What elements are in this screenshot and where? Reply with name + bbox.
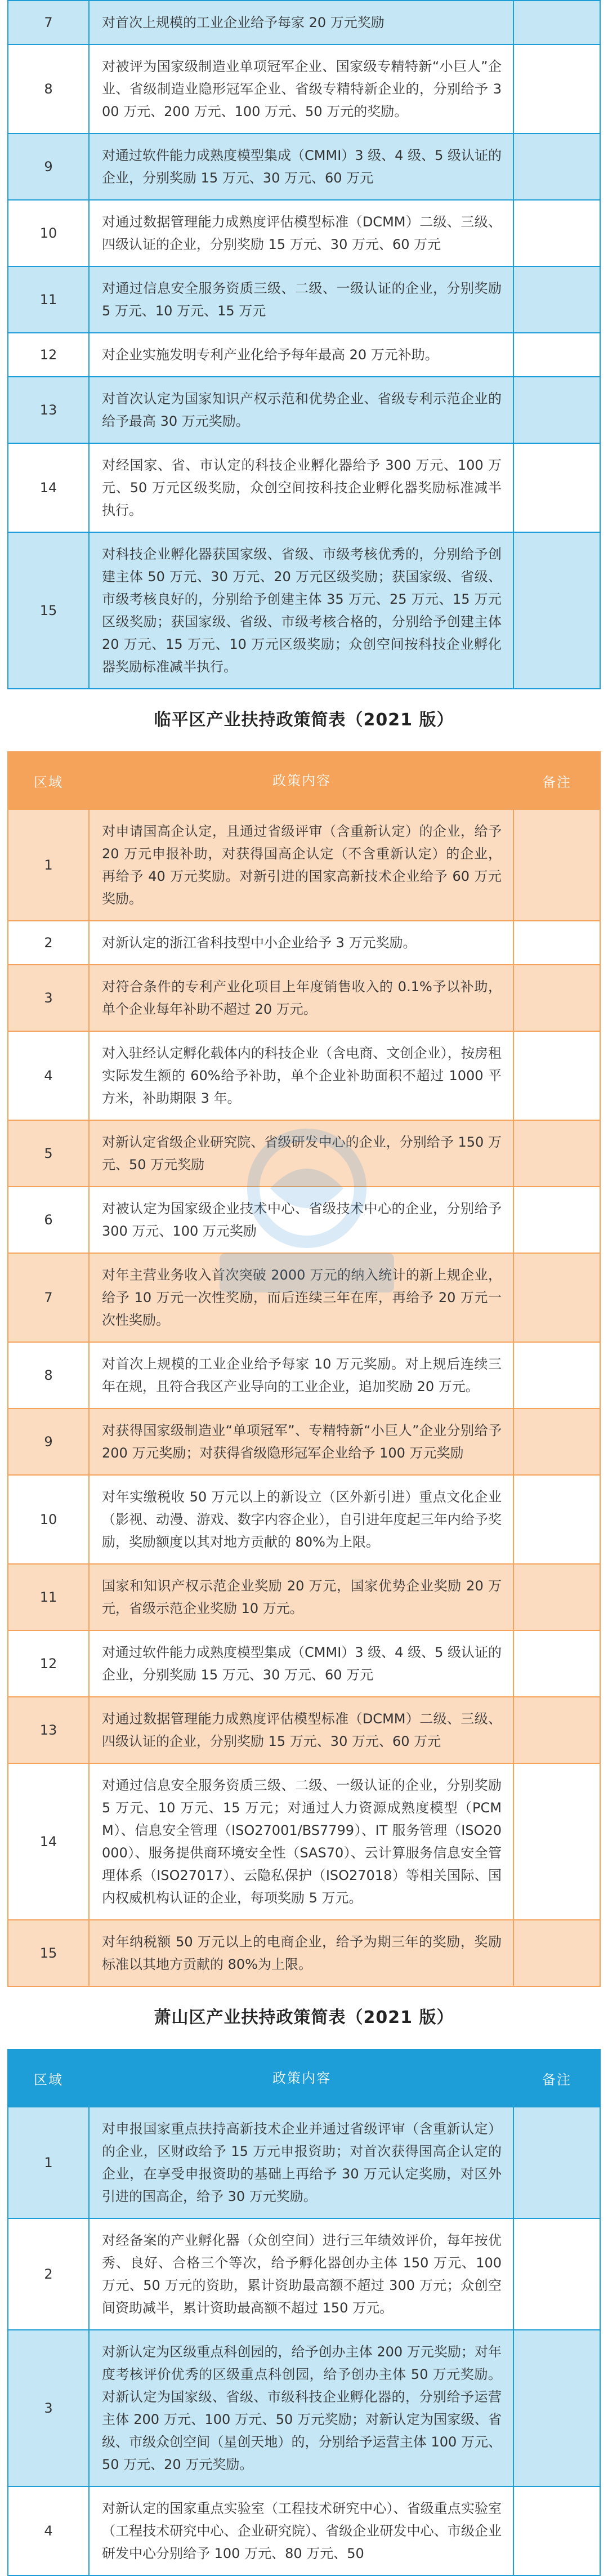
table-row [8, 200, 600, 266]
policy-text: 对新认定省级企业研究院、省级研发中心的企业，分别给予 150 万元、50 万元奖励 [89, 1120, 513, 1187]
header-note: 备注 [513, 752, 600, 809]
policy-text: 对通过软件能力成熟度模型集成（CMMI）3 级、4 级、5 级认证的企业，分别奖励 15 万元、30 万元、60 万元 [89, 133, 513, 200]
row-number: 1 [8, 2107, 89, 2218]
table-row [8, 1, 600, 44]
policy-text: 对新认定的国家重点实验室（工程技术研究中心）、省级重点实验室（工程技术研究中心、企业研究院）、省级企业研发中心、市级企业研发中心分别给予 100 万元、80 万元、50 [89, 2486, 513, 2575]
policy-text: 对科技企业孵化器获国家级、省级、市级考核优秀的，分别给予创建主体 50 万元、30 万元、20 万元区级奖励；获国家级、省级、市级考核良好的，分别给予创建主体 35 万元、25 万元、15 万元区级奖励；获国家级、省级、市级考核合格的，分别给予创建主体 20 万元、15 万元、10 万元区级奖励；众创空间按科技企业孵化器奖励标准减半执行。 [89, 532, 513, 689]
policy-table-2 [7, 751, 601, 1987]
policy-text: 对年实缴税收 50 万元以上的新设立（区外新引进）重点文化企业（影视、动漫、游戏、数字内容企业），自引进年度起三年内给予奖励，奖励额度以其对地方贡献的 80%为上限。 [89, 1475, 513, 1564]
row-number: 9 [8, 133, 89, 200]
table-header-row [8, 752, 600, 809]
policy-text: 对年主营业务收入首次突破 2000 万元的纳入统计的新上规企业，给予 10 万元一次性奖励，而后连续三年在库，再给予 20 万元一次性奖励。 [89, 1253, 513, 1342]
table-row [8, 266, 600, 333]
note-cell [513, 1120, 600, 1187]
policy-text: 对通过软件能力成熟度模型集成（CMMI）3 级、4 级、5 级认证的企业，分别奖励 15 万元、30 万元、60 万元 [89, 1630, 513, 1697]
row-number: 5 [8, 1120, 89, 1187]
table-row [8, 443, 600, 532]
table-row [8, 1920, 600, 1986]
policy-text: 对企业实施发明专利产业化给予每年最高 20 万元补助。 [89, 333, 513, 377]
note-cell [513, 333, 600, 377]
table-row [8, 333, 600, 377]
policy-text: 对新认定为区级重点科创园的，给予创办主体 200 万元奖励；对年度考核评价优秀的区级重点科创园，给予创办主体 50 万元奖励。对新认定为国家级、省级、市级科技企业孵化器的，分别给予运营主体 200 万元、100 万元、50 万元奖励；对新认定为国家级、省级、市级众创空间（星创天地）的，分别给予运营主体 100 万元、50 万元、20 万元奖励。 [89, 2330, 513, 2486]
note-cell [513, 2107, 600, 2218]
table-row [8, 1187, 600, 1253]
table-row [8, 1409, 600, 1475]
table-row [8, 1630, 600, 1697]
note-cell [513, 1763, 600, 1920]
note-cell [513, 2486, 600, 2575]
row-number: 13 [8, 1697, 89, 1763]
policy-text: 对符合条件的专利产业化项目上年度销售收入的 0.1%予以补助，单个企业每年补助不超过 20 万元。 [89, 965, 513, 1031]
note-cell [513, 377, 600, 443]
row-number: 2 [8, 2218, 89, 2330]
note-cell [513, 1475, 600, 1564]
header-note: 备注 [513, 2049, 600, 2107]
table-row [8, 1253, 600, 1342]
row-number: 3 [8, 965, 89, 1031]
table-row [8, 921, 600, 965]
table-row [8, 1475, 600, 1564]
policy-text: 对经国家、省、市认定的科技企业孵化器给予 300 万元、100 万元、50 万元区级奖励，众创空间按科技企业孵化器奖励标准减半执行。 [89, 443, 513, 532]
policy-text: 对申请国高企认定，且通过省级评审（含重新认定）的企业，给予 20 万元申报补助，对获得国高企认定（不含重新认定）的企业，再给予 40 万元奖励。对新引进的国家高新技术企业给予 60 万元奖励。 [89, 809, 513, 921]
policy-text: 对通过信息安全服务资质三级、二级、一级认证的企业，分别奖励 5 万元、10 万元、15 万元 [89, 266, 513, 333]
table-row [8, 2218, 600, 2330]
row-number: 15 [8, 1920, 89, 1986]
row-number: 8 [8, 44, 89, 133]
table-2-body [8, 809, 600, 1986]
linping-table-title: 临平区产业扶持政策简表（2021 版） [154, 710, 454, 730]
row-number: 7 [8, 1, 89, 44]
table-row [8, 809, 600, 921]
row-number: 14 [8, 1763, 89, 1920]
policy-text: 对通过数据管理能力成熟度评估模型标准（DCMM）二级、三级、四级认证的企业，分别奖励 15 万元、30 万元、60 万元 [89, 200, 513, 266]
note-cell [513, 1630, 600, 1697]
row-number: 12 [8, 1630, 89, 1697]
note-cell [513, 921, 600, 965]
row-number: 3 [8, 2330, 89, 2486]
table-1-body [8, 1, 600, 689]
row-number: 4 [8, 1031, 89, 1120]
note-cell [513, 1697, 600, 1763]
policy-text: 对通过数据管理能力成熟度评估模型标准（DCMM）二级、三级、四级认证的企业，分别奖励 15 万元、30 万元、60 万元 [89, 1697, 513, 1763]
xiaoshan-table-title: 萧山区产业扶持政策简表（2021 版） [154, 2008, 454, 2027]
table-row [8, 1120, 600, 1187]
table-row [8, 2330, 600, 2486]
table-3-body [8, 2107, 600, 2575]
note-cell [513, 1920, 600, 1986]
note-cell [513, 200, 600, 266]
row-number: 1 [8, 809, 89, 921]
row-number: 7 [8, 1253, 89, 1342]
note-cell [513, 1342, 600, 1409]
table-row [8, 2486, 600, 2575]
row-number: 11 [8, 266, 89, 333]
policy-text: 对申报国家重点扶持高新技术企业并通过省级评审（含重新认定）的企业，区财政给予 15 万元申报资助；对首次获得国高企认定的企业，在享受申报资助的基础上再给予 30 万元认定奖励，对区外引进的国高企，给予 30 万元奖励。 [89, 2107, 513, 2218]
table-row [8, 1564, 600, 1630]
note-cell [513, 1253, 600, 1342]
table-row [8, 1342, 600, 1409]
note-cell [513, 266, 600, 333]
header-area: 区域 [8, 752, 89, 809]
policy-text: 对年纳税额 50 万元以上的电商企业，给予为期三年的奖励，奖励标准以其地方贡献的 80%为上限。 [89, 1920, 513, 1986]
table-row [8, 965, 600, 1031]
note-cell [513, 1409, 600, 1475]
row-number: 2 [8, 921, 89, 965]
row-number: 14 [8, 443, 89, 532]
policy-text: 对通过信息安全服务资质三级、二级、一级认证的企业，分别奖励 5 万元、10 万元、15 万元；对通过人力资源成熟度模型（PCMM）、信息安全管理（ISO27001/BS7799）、IT 服务管理（ISO20000）、服务提供商环境安全性（SAS70）、云计算服务信息安全管理体系（ISO27017）、云隐私保护（ISO27018）等相关国际、国内权威机构认证的企业，每项奖励 5 万元。 [89, 1763, 513, 1920]
header-content: 政策内容 [89, 752, 513, 809]
note-cell [513, 1187, 600, 1253]
note-cell [513, 1031, 600, 1120]
row-number: 4 [8, 2486, 89, 2575]
table-row [8, 2107, 600, 2218]
policy-text: 对首次上规模的工业企业给予每家 10 万元奖励。对上规后连续三年在规，且符合我区产业导向的工业企业，追加奖励 20 万元。 [89, 1342, 513, 1409]
note-cell [513, 809, 600, 921]
row-number: 10 [8, 200, 89, 266]
table-row [8, 1763, 600, 1920]
table-row [8, 44, 600, 133]
note-cell [513, 44, 600, 133]
policy-text: 对入驻经认定孵化载体内的科技企业（含电商、文创企业），按房租实际发生额的 60%给予补助，单个企业补助面积不超过 1000 平方米，补助期限 3 年。 [89, 1031, 513, 1120]
note-cell [513, 2330, 600, 2486]
policy-table-3 [7, 2049, 601, 2576]
row-number: 15 [8, 532, 89, 689]
policy-text: 对被认定为国家级企业技术中心、省级技术中心的企业，分别给予 300 万元、100 万元奖励 [89, 1187, 513, 1253]
row-number: 11 [8, 1564, 89, 1630]
policy-text: 对被评为国家级制造业单项冠军企业、国家级专精特新“小巨人”企业、省级制造业隐形冠军企业、省级专精特新企业的，分别给予 300 万元、200 万元、100 万元、50 万元的奖励。 [89, 44, 513, 133]
note-cell [513, 965, 600, 1031]
policy-text: 国家和知识产权示范企业奖励 20 万元，国家优势企业奖励 20 万元，省级示范企业奖励 10 万元。 [89, 1564, 513, 1630]
row-number: 8 [8, 1342, 89, 1409]
note-cell [513, 532, 600, 689]
header-content: 政策内容 [89, 2049, 513, 2107]
row-number: 10 [8, 1475, 89, 1564]
policy-text: 对新认定的浙江省科技型中小企业给予 3 万元奖励。 [89, 921, 513, 965]
note-cell [513, 2218, 600, 2330]
policy-text: 对获得国家级制造业“单项冠军”、专精特新“小巨人”企业分别给予 200 万元奖励；对获得省级隐形冠军企业给予 100 万元奖励 [89, 1409, 513, 1475]
note-cell [513, 1, 600, 44]
table-row [8, 377, 600, 443]
note-cell [513, 133, 600, 200]
table-row [8, 1031, 600, 1120]
note-cell [513, 443, 600, 532]
note-cell [513, 1564, 600, 1630]
row-number: 6 [8, 1187, 89, 1253]
policy-text: 对经备案的产业孵化器（众创空间）进行三年绩效评价，每年按优秀、良好、合格三个等次，给予孵化器创办主体 150 万元、100 万元、50 万元的资助，累计资助最高额不超过 300 万元；众创空间资助减半，累计资助最高额不超过 150 万元。 [89, 2218, 513, 2330]
policy-table-1 [7, 0, 601, 689]
row-number: 13 [8, 377, 89, 443]
table-row [8, 133, 600, 200]
row-number: 12 [8, 333, 89, 377]
table-header-row [8, 2049, 600, 2107]
table-row [8, 532, 600, 689]
row-number: 9 [8, 1409, 89, 1475]
policy-text: 对首次上规模的工业企业给予每家 20 万元奖励 [89, 1, 513, 44]
header-area: 区域 [8, 2049, 89, 2107]
table-row [8, 1697, 600, 1763]
policy-text: 对首次认定为国家知识产权示范和优势企业、省级专利示范企业的给予最高 30 万元奖励。 [89, 377, 513, 443]
